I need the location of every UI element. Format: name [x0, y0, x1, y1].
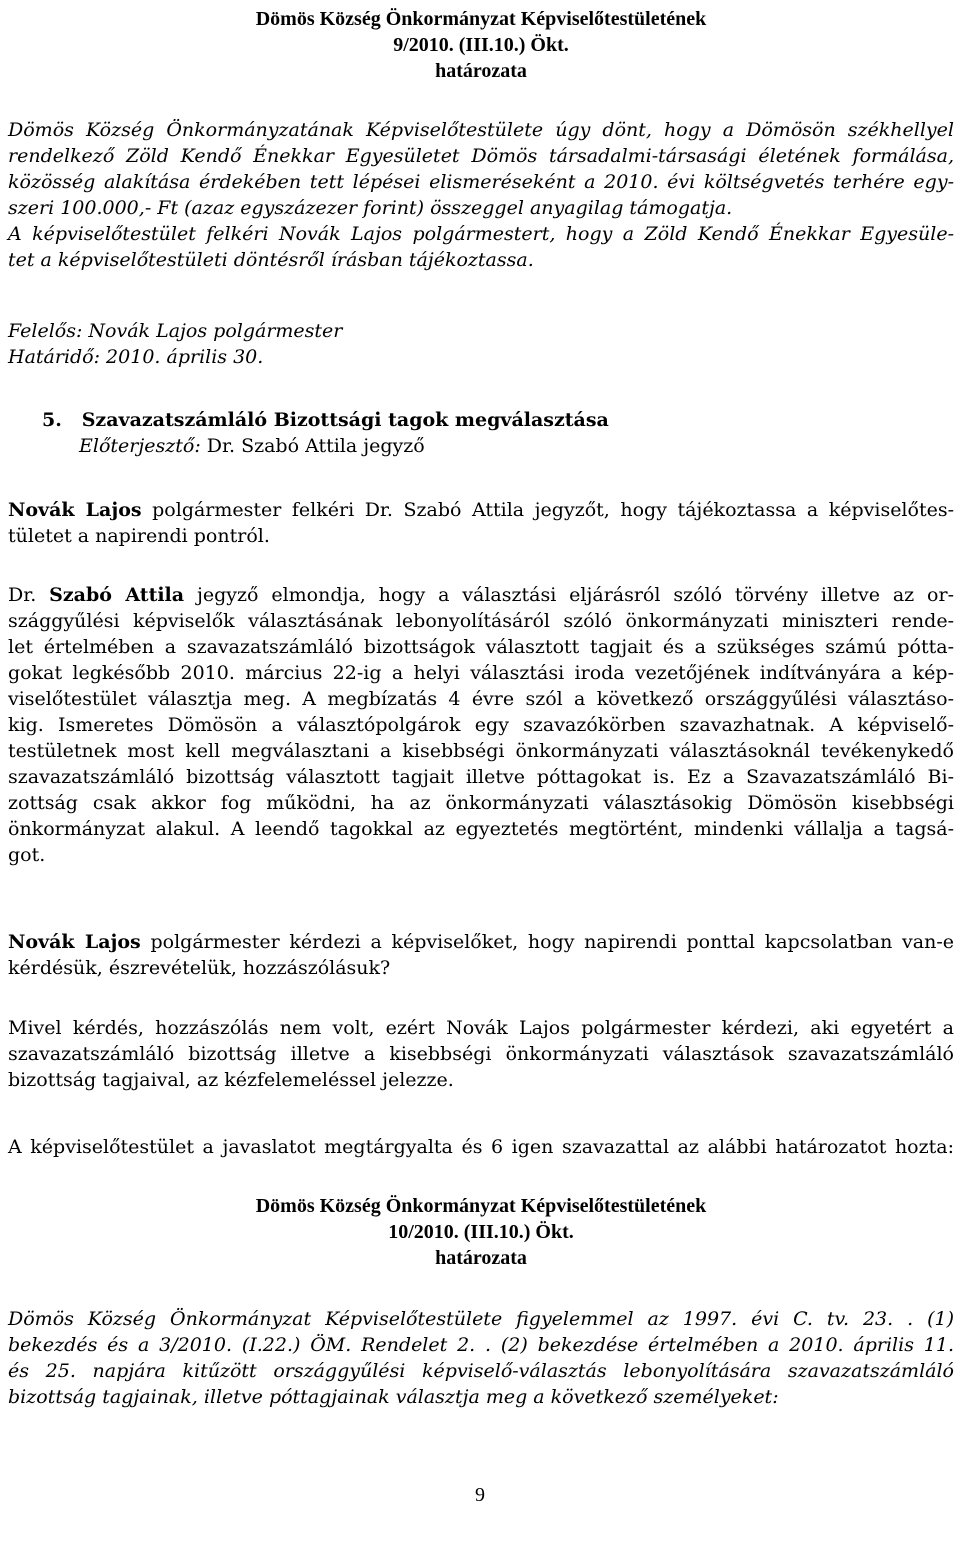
- body-line: kérdésük, észrevételük, hozzászólásuk?: [8, 957, 391, 979]
- body-line: [8, 929, 954, 955]
- body-line: zottság csak akkor fog működni, ha az önkormányzati választásokig Dömösön kisebbségi: [8, 792, 954, 814]
- paragraph-vote-result: [8, 1134, 954, 1160]
- heading-line: 10/2010. (III.10.) Ökt.: [388, 1221, 574, 1243]
- body-line: kig. Ismeretes Dömösön a választópolgárok egy szavazókörben szavazhatnak. A képviselő-: [8, 714, 954, 736]
- body-line: szeri 100.000,- Ft (azaz egyszázezer forint) összeggel anyagilag támogatja.: [8, 197, 733, 219]
- speaker-name: Novák Lajos: [8, 499, 142, 521]
- deadline: Határidő: 2010. április 30.: [8, 346, 264, 368]
- body-line: bizottság tagjaival, az kézfelemeléssel jelezze.: [8, 1069, 454, 1091]
- body-line: szággyűlési képviselők választásának lebonyolításáról szóló önkormányzati miniszteri rende-: [8, 610, 954, 632]
- body-text: polgármester felkéri Dr. Szabó Attila jegyzőt, hogy tájékoztassa a képviselőtes-: [152, 499, 954, 521]
- body-line: bekezdés és a 3/2010. (I.22.) ÖM. Rendelet 2. . (2) bekezdése értelmében a 2010. április 11.: [8, 1334, 954, 1356]
- body-line: Dömös Község Önkormányzat Képviselőtestülete figyelemmel az 1997. évi C. tv. 23. . (1): [8, 1308, 954, 1330]
- body-line: bizottság tagjainak, illetve póttagjainak választja meg a következő személyeket:: [8, 1386, 779, 1408]
- agenda-item-5: [42, 407, 942, 459]
- body-line: szavazatszámláló bizottság illetve a kisebbségi önkormányzati választások szavazatszámláló: [8, 1043, 954, 1065]
- responsible-deadline: [8, 318, 954, 370]
- heading-line: határozata: [435, 1247, 527, 1269]
- paragraph-mayor-question: [8, 929, 954, 981]
- body-line: és 25. napjára kitűzött országgyűlési képviselő-választás lebonyolítására szavazatszámláló: [8, 1360, 954, 1382]
- body-line: testületnek most kell megválasztani a kisebbségi önkormányzati választásoknál tevékenykedő: [8, 740, 954, 762]
- body-line: Mivel kérdés, hozzászólás nem volt, ezért Novák Lajos polgármester kérdezi, aki egyetért a: [8, 1017, 954, 1039]
- presenter-label: Előterjesztő:: [79, 435, 201, 457]
- body-line: got.: [8, 844, 46, 866]
- resolution-10-heading: [8, 1193, 954, 1271]
- agenda-item-title: [42, 407, 942, 433]
- body-line: [8, 497, 954, 523]
- presenter-line: [42, 433, 942, 459]
- body-line: tületet a napirendi pontról.: [8, 525, 270, 547]
- resolution-10-body: [8, 1306, 954, 1410]
- agenda-item-name: Szavazatszámláló Bizottsági tagok megválasztása: [81, 409, 609, 431]
- paragraph-mayor-request: [8, 497, 954, 549]
- presenter-name: Dr. Szabó Attila jegyző: [206, 435, 425, 457]
- paragraph-vote-call: [8, 1015, 954, 1093]
- body-line: Dömös Község Önkormányzatának Képviselőtestülete úgy dönt, hogy a Dömösön székhellyel: [8, 119, 954, 141]
- body-line: tet a képviselőtestületi döntésről írásban tájékoztassa.: [8, 249, 534, 271]
- responsible-person: Felelős: Novák Lajos polgármester: [8, 320, 343, 342]
- body-line: rendelkező Zöld Kendő Énekkar Egyesületet Dömös társadalmi-társasági életének formálása,: [8, 145, 954, 167]
- body-line: szavazatszámláló bizottság választott tagjait illetve póttagokat is. Ez a Szavazatszámláló Bi-: [8, 766, 954, 788]
- speaker-prefix: Dr.: [8, 584, 37, 606]
- body-line: közösség alakítása érdekében tett lépései elismeréseként a 2010. évi költségvetés terhére egy-: [8, 171, 954, 193]
- body-line: A képviselőtestület felkéri Novák Lajos polgármestert, hogy a Zöld Kendő Énekkar Egyesüle-: [8, 223, 954, 245]
- body-line: önkormányzat alakul. A leendő tagokkal az egyeztetés megtörtént, mindenki vállalja a tagsá-: [8, 818, 954, 840]
- speaker-name: Novák Lajos: [8, 931, 141, 953]
- body-line: A képviselőtestület a javaslatot megtárgyalta és 6 igen szavazattal az alábbi határozatot hozta:: [8, 1136, 954, 1158]
- body-line: viselőtestület választja meg. A megbízatás 4 évre szól a következő országgyűlési választáso-: [8, 688, 954, 710]
- resolution-9-body: [8, 117, 954, 273]
- heading-line: Dömös Község Önkormányzat Képviselőtestületének: [255, 1195, 707, 1217]
- speaker-name: Szabó Attila: [49, 584, 185, 606]
- body-text: polgármester kérdezi a képviselőket, hogy napirendi ponttal kapcsolatban van-e: [150, 931, 954, 953]
- heading-line: 9/2010. (III.10.) Ökt.: [393, 34, 569, 56]
- resolution-9-heading: [8, 6, 954, 84]
- body-line: gokat legkésőbb 2010. március 22-ig a helyi választási iroda vezetőjének indítványára a kép-: [8, 662, 954, 684]
- agenda-item-number: 5.: [42, 409, 62, 431]
- body-text: jegyző elmondja, hogy a választási eljárásról szóló törvény illetve az or-: [196, 584, 954, 606]
- body-line: let értelmében a szavazatszámláló bizottságok választott tagjait és a szükséges számú pótta-: [8, 636, 954, 658]
- paragraph-notary-briefing: [8, 582, 954, 868]
- heading-line: határozata: [435, 60, 527, 82]
- heading-line: Dömös Község Önkormányzat Képviselőtestületének: [255, 8, 707, 30]
- page-number: 9: [475, 1484, 485, 1506]
- body-line: [8, 582, 954, 608]
